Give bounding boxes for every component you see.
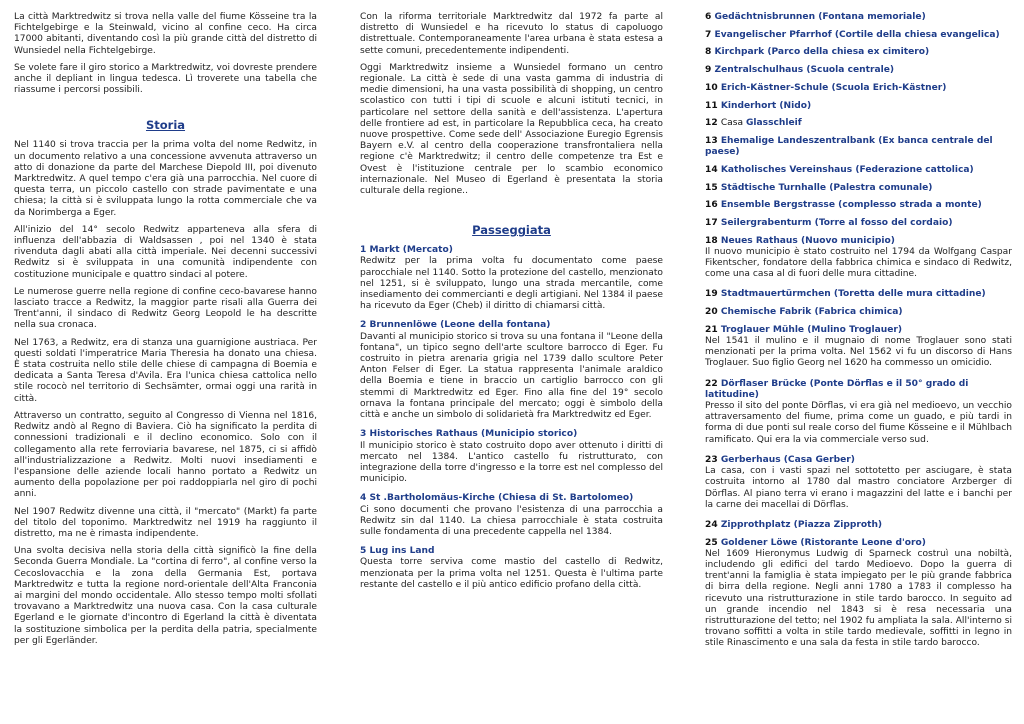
- stop-title: [705, 520, 1012, 531]
- stop-title: [360, 245, 453, 255]
- stop-name: Historisches Rathaus (Municipio storico): [369, 429, 578, 440]
- walk-stop: [360, 546, 663, 591]
- stop-title: [705, 118, 1012, 129]
- stop-title: [705, 325, 1012, 336]
- stop-name: Zipprothplatz (Piazza Zipproth): [720, 519, 883, 530]
- stop-description: Il municipio storico è stato costruito dopo aver ottenuto i diritti di mercato nel 1384. L'antico castello fu ristrutturato, con integrazione della torre d'ingresso e la torre est nel complesso del municipio.: [360, 440, 663, 485]
- stop-list-item: [705, 200, 1012, 211]
- stop-title: [705, 289, 1012, 300]
- stop-name: Katholisches Vereinshaus (Federazione cattolica): [720, 164, 974, 175]
- stop-number: 23: [705, 454, 718, 465]
- stop-name: Brunnenlöwe (Leone della fontana): [369, 320, 551, 331]
- history-paragraph: Nel 1763, a Redwitz, era di stanza una guarnigione austriaca. Per questi soldati l'imperatrice Maria Theresia ha donato una chiesa. È stata costruita nello stile delle chiese di campagna di Boemia e dedicata a Santa Teresa d'Avila. Era l'unica chiesa cattolica nello stile rococò nel territorio di Sechsämter, ormai oggi una rarità in città.: [14, 337, 317, 404]
- stop-name: Erich-Kästner-Schule (Scuola Erich-Kästner): [720, 82, 947, 93]
- stop-number: 20: [705, 307, 718, 318]
- stop-list-item: [705, 118, 1012, 129]
- walk-stop: [360, 493, 663, 538]
- stop-title: [705, 165, 1012, 176]
- walk-stop: [360, 429, 663, 485]
- stop-name: Glasschleif: [745, 118, 802, 129]
- stop-title: [360, 493, 633, 503]
- stop-description: Nel 1541 il mulino e il mugnaio di nome Troglauer sono stati menzionati per la prima volta. Nel 1562 vi fu un discorso di Hans Troglauer. Suo figlio Georg nel 1620 ha commesso un omicidio.: [705, 336, 1012, 369]
- stop-number: 7: [705, 29, 712, 40]
- stop-title: [705, 307, 1012, 318]
- stop-name: Kinderhort (Nido): [720, 100, 812, 111]
- section-heading-walk: Passeggiata: [472, 223, 551, 238]
- stop-title: [705, 236, 1012, 247]
- intro-paragraph: La città Marktredwitz si trova nella valle del fiume Kösseine tra la Fichtelgebirge e la Steinwald, vicino al confine ceco. Ha circa 17000 abitanti, diventando così la più grande città del distretto di Wunsiedel nella Fichtelgebirge.: [14, 12, 317, 56]
- stop-number: 14: [705, 164, 718, 175]
- stop-name: Lug ins Land: [369, 546, 435, 557]
- stop-list-item: [705, 65, 1012, 76]
- stop-number: 18: [705, 235, 718, 246]
- stop-list-item: [705, 47, 1012, 58]
- history-paragraph: Una svolta decisiva nella storia della città significò la fine della Seconda Guerra Mondiale. La "cortina di ferro", al confine verso la Cecoslovacchia e la zona della Germania Est, portava Marktredwitz e tutta la regione nord-orientale dell'Alta Franconia ai margini del mondo occidentale. Allo stesso tempo molti sfollati trovavano a Marktredwitz una nuova casa. Con la casa culturale Egerland e le giornate d'incontro di Egerland la città è diventata la sostituzione simbolica per la perdita della patria, specialmente per gli Egerländer.: [14, 546, 317, 646]
- stop-title: [705, 136, 1012, 158]
- stop-list-item: [705, 538, 1012, 650]
- stop-title: [705, 12, 1012, 23]
- stop-title: [705, 30, 1012, 41]
- stop-title: [705, 183, 1012, 194]
- column-history: [14, 12, 317, 653]
- stops-list: [705, 12, 1012, 650]
- stop-list-item: [705, 236, 1012, 281]
- stop-description: Questa torre serviva come mastio del castello di Redwitz, menzionata per la prima volta nel 1251. Questa è l'ultima parte restante del castello e il più antico edificio profano della città.: [360, 557, 663, 590]
- stop-description: Il nuovo municipio è stato costruito nel 1794 da Wolfgang Caspar Fikentscher, fondatore della fabbrica chimica e sindaco di Redwitz, come una casa al di fuori delle mura cittadine.: [705, 246, 1012, 280]
- stop-number: 16: [705, 200, 718, 211]
- column-walk: [360, 12, 663, 599]
- stop-number: 3: [360, 429, 367, 440]
- stop-title: [360, 546, 435, 556]
- stop-name: St .Bartholomäus-Kirche (Chiesa di St. Bartolomeo): [369, 493, 634, 504]
- stop-title: [705, 455, 1012, 466]
- stop-name: Kirchpark (Parco della chiesa ex cimitero): [714, 47, 930, 58]
- stop-prefix: Casa: [720, 118, 746, 129]
- stop-title: [705, 101, 1012, 112]
- stop-name: Markt (Mercato): [369, 245, 453, 256]
- stop-number: 19: [705, 289, 718, 300]
- stop-number: 8: [705, 47, 712, 58]
- history-paragraph: Nel 1907 Redwitz divenne una città, il "mercato" (Markt) fa parte del titolo del toponimo. Marktredwitz nel 1919 ha raggiunto il distretto, ma ne è rimasta indipendente.: [14, 506, 317, 539]
- stop-number: 12: [705, 118, 718, 129]
- stop-name: Evangelischer Pfarrhof (Cortile della chiesa evangelica): [714, 29, 1000, 40]
- stop-description: Redwitz per la prima volta fu documentato come paese parocchiale nel 1140. Sotto la protezione del castello, menzionato nel 1251, si è sviluppato, lungo una strada mercantile, come insediamento dei commercianti e degli artigiani. Nel 1384 il paese ha ricevuto da Eger (Cheb) il diritto di chiamarsi città.: [360, 256, 663, 312]
- stop-description: Davanti al municipio storico si trova su una fontana il "Leone della fontana", un tipico segno dell'arte scultore barrocco di Eger. Fu costruito in pietra arenaria grigia nel 1739 dallo scultore Peter Anton Felser di Eger. La statua rappresenta l'animale araldico della Boemia e tiene in braccio un cartiglio barrocco con gli stemmi di Marktredwitz ed Eger. Fino alla fine del 19° secolo ornava la fontana principale del mercato; oggi è simbolo della città e anche un simbolo di solidarietà fra Marktredwitz ed Eger.: [360, 331, 663, 421]
- stop-title: [705, 379, 1012, 401]
- stop-name: Neues Rathaus (Nuovo municipio): [720, 235, 895, 246]
- stop-number: 2: [360, 320, 367, 331]
- stop-title: [360, 320, 550, 330]
- stop-list-item: [705, 218, 1012, 229]
- stop-name: Troglauer Mühle (Mulino Troglauer): [720, 324, 903, 335]
- history-paragraph: Nel 1140 si trova traccia per la prima volta del nome Redwitz, in un documento relativo a una concessione avvenuta attraverso un atto di donazione da parte del Marchese Diepold III, poi divenuto Marktredwitz. A quel tempo c'era già una parrocchia. Nel cuore di questa terra, un piccolo castello con strade pavimentate e una chiesa; la città si è sviluppata lungo la rotta commerciale che va da Norimberga a Eger.: [14, 140, 317, 218]
- stop-list-item: [705, 379, 1012, 446]
- stop-number: 6: [705, 12, 712, 22]
- walk-stop: [360, 245, 663, 312]
- stop-description: Presso il sito del ponte Dörflas, vi era già nel medioevo, un vecchio attraversamento del fiume, prima come un guado, e più tardi in forma di due ponti sul reale corso del fiume Kösseine e il Mühlbach ramificato. Qui era la via commerciale verso sud.: [705, 401, 1012, 445]
- stop-name: Gedächtnisbrunnen (Fontana memoriale): [714, 12, 926, 22]
- stop-name: Seilergrabenturm (Torre al fosso del cordaio): [720, 217, 953, 228]
- stop-list-item: [705, 101, 1012, 112]
- stop-title: [705, 83, 1012, 94]
- stop-name: Ehemalige Landeszentralbank (Ex banca centrale del paese): [705, 135, 993, 158]
- stop-list-item: [705, 455, 1012, 511]
- stop-description: Ci sono documenti che provano l'esistenza di una parrocchia a Redwitz sin dal 1140. La chiesa parrocchiale è stata costruita sulle fondamenta di una precedente cappella nel 1384.: [360, 504, 663, 537]
- stop-title: [705, 65, 1012, 76]
- column-stops-list: [705, 12, 1012, 659]
- stop-number: 10: [705, 82, 718, 93]
- walk-stop: [360, 320, 663, 421]
- stop-list-item: [705, 183, 1012, 194]
- stop-number: 25: [705, 537, 718, 548]
- section-heading-history: Storia: [145, 118, 186, 133]
- stop-number: 11: [705, 100, 718, 111]
- stop-title: [705, 200, 1012, 211]
- stop-number: 24: [705, 519, 718, 530]
- stop-number: 22: [705, 378, 718, 389]
- stop-name: Goldener Löwe (Ristorante Leone d'oro): [720, 537, 926, 548]
- stop-description: Nel 1609 Hieronymus Ludwig di Sparneck costruì una nobiltà, includendo gli edifici del tardo Medioevo. Dopo la guerra di trent'anni la famiglia è stata impiegato per le più grande fabbrica di birra della regione. Negli anni 1780 a 1783 il complesso ha ricevuto una ristrutturazione in stile tardo barocco. In seguito ad un grande incendio nel 1843 si è resa necessaria una ristrutturazione del tetto; nel 1902 fu ampliata la sala. All'interno si trovano soffitti a volta in stile tardo medievale, soffitti in legno in stile Rinascimento e una sala da festa in stile tardo barocco.: [705, 548, 1012, 649]
- stop-number: 21: [705, 324, 718, 335]
- stop-list-item: [705, 30, 1012, 41]
- stop-title: [705, 538, 1012, 549]
- stop-number: 5: [360, 546, 367, 557]
- stop-number: 15: [705, 182, 718, 193]
- stop-list-item: [705, 520, 1012, 531]
- stop-name: Städtische Turnhalle (Palestra comunale): [720, 182, 933, 193]
- stop-list-item: [705, 12, 1012, 23]
- stop-title: [705, 218, 1012, 229]
- stop-name: Stadtmauertürmchen (Toretta delle mura cittadine): [720, 289, 986, 300]
- stop-number: 17: [705, 217, 718, 228]
- stop-number: 13: [705, 135, 718, 146]
- stop-list-item: [705, 165, 1012, 176]
- stop-number: 1: [360, 245, 367, 256]
- stop-list-item: [705, 325, 1012, 370]
- history-paragraph: All'inizio del 14° secolo Redwitz apparteneva alla sfera di influenza dell'abbazia di Waldsassen , poi nel 1340 è stata rivenduta dagli abati alla città imperiale. Nei decenni successivi Redwitz si è sviluppata in una comunità indipendente con costituzione municipale e quattro sindaci al potere.: [14, 224, 317, 280]
- intro-paragraph: Se volete fare il giro storico a Marktredwitz, voi dovreste prendere anche il depliant in lingua tedesca. Lì troverete una tabella che riassume i percorsi possibili.: [14, 62, 317, 96]
- region-paragraph: Oggi Marktredwitz insieme a Wunsiedel formano un centro regionale. La città è sede di una vasta gamma di industria di medie dimensioni, ha una vasta possibilità di shopping, un centro scolastico con tutti i tipi di scuole e alcuni istituti tecnici, in particolare nel settore della sanità e dell'assistenza. L'apertura delle frontiere ad est, in particolare la Repubblica ceca, ha creato nuove prospettive. Come sede dell' Associazione Euregio Egrensis Bayern e.V. al centro della cooperazione transfrontaliera nella regione c'è Marktredwitz; il centro delle competenze tra Est e Ovest è l'istituzione centrale per lo scambio economico internazionale. Nel Museo di Egerland è presentata la storia culturale della regione..: [360, 62, 663, 197]
- stop-list-item: [705, 136, 1012, 158]
- history-paragraph: Attraverso un contratto, seguito al Congresso di Vienna nel 1816, Redwitz andò al Regno di Baviera. Ciò ha significato la perdita di connessioni tradizionali e il declino economico. Solo con il collegamento alla rete ferroviaria bavarese, nel 1875, ci si affidò all'industrializzazione a Redwitz. Molti nuovi insediamenti e l'espansione delle aziende locali hanno portato a Redwitz un aumento della popolazione per poi raddoppiarla nel giro di pochi anni.: [14, 410, 317, 500]
- stop-title: [705, 47, 1012, 58]
- stop-name: Chemische Fabrik (Fabrica chimica): [720, 307, 903, 318]
- stop-number: 9: [705, 65, 712, 76]
- stop-name: Ensemble Bergstrasse (complesso strada a monte): [720, 200, 982, 211]
- stop-name: Dörflaser Brücke (Ponte Dörflas e il 50° grado di latitudine): [705, 378, 969, 400]
- stop-description: La casa, con i vasti spazi nel sottotetto per asciugare, è stata costruita intorno al 1780 dal mastro conciatore Arzberger di Dörflas. Al piano terra vi erano i magazzini del latte e i banchi per la carne dei macellai di Dörflas.: [705, 466, 1012, 510]
- stop-list-item: [705, 83, 1012, 94]
- region-paragraph: Con la riforma territoriale Marktredwitz dal 1972 fa parte al distretto di Wunsiedel e ha ricevuto lo status di capoluogo distrettuale. Contemporaneamente l'area urbana è stata estesa a sette comuni, precedentemente indipendenti.: [360, 12, 663, 56]
- stop-list-item: [705, 307, 1012, 318]
- stop-name: Zentralschulhaus (Scuola centrale): [714, 65, 895, 76]
- stop-title: [360, 429, 577, 439]
- stop-number: 4: [360, 493, 367, 504]
- history-paragraph: Le numerose guerre nella regione di confine ceco-bavarese hanno lasciato tracce a Redwitz, la maggior parte risali alla Guerra dei Trent'anni, il sindaco di Redwitz Georg Leopold le ha descritte nella sua cronaca.: [14, 286, 317, 331]
- stop-list-item: [705, 289, 1012, 300]
- stop-name: Gerberhaus (Casa Gerber): [720, 454, 855, 465]
